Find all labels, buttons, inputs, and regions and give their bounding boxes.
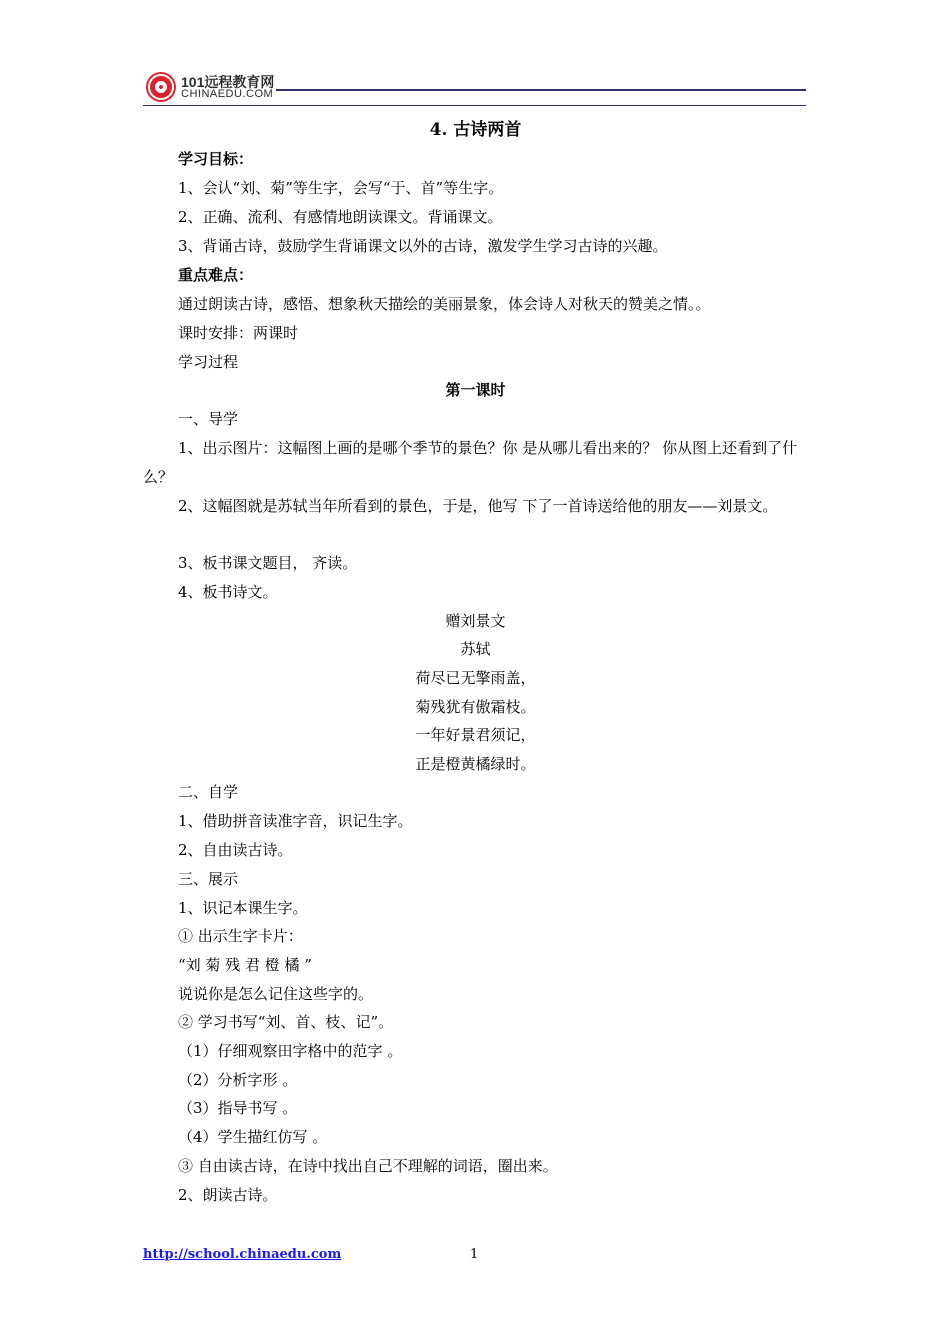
- list-item: 说说你是怎么记住这些字的。: [178, 985, 374, 1003]
- key-text: 通过朗读古诗，感悟、想象秋天描绘的美丽景象，体会诗人对秋天的赞美之情。。: [178, 295, 711, 313]
- goal-item: 2、正确、流利、有感情地朗读课文。背诵课文。: [178, 208, 503, 226]
- page-number: 1: [470, 1247, 479, 1262]
- section-heading: 二、自学: [178, 783, 239, 801]
- list-item: （2）分析字形 。: [178, 1071, 298, 1089]
- page-header: [143, 68, 806, 108]
- list-item: ② 学习书写“刘、首、枝、记”。: [178, 1013, 394, 1031]
- poem-title: 赠刘景文: [445, 612, 506, 630]
- logo-circle-icon: [146, 72, 176, 102]
- poem-line: 菊残犹有傲霜枝。: [415, 698, 536, 716]
- paragraph: 1、出示图片：这幅图上画的是哪个季节的景色？你 是从哪儿看出来的？ 你从图上还看到了什么？: [143, 439, 798, 486]
- list-item: 2、自由读古诗。: [178, 841, 293, 859]
- list-item: 1、识记本课生字。: [178, 899, 308, 917]
- paragraph: 2、这幅图就是苏轼当年所看到的景色，于是，他写 下了一首诗送给他的朋友——刘景文。: [178, 497, 778, 515]
- doc-title: 4. 古诗两首: [429, 120, 522, 140]
- schedule-text: 课时安排：两课时: [178, 324, 299, 342]
- header-rule-top: [276, 89, 806, 91]
- header-rule-bottom: [143, 105, 806, 106]
- logo-bottom-text: CHINAEDU.COM: [181, 88, 274, 100]
- list-item: 2、朗读古诗。: [178, 1186, 278, 1204]
- poem-line: 正是橙黄橘绿时。: [415, 755, 536, 773]
- list-item: （4）学生描红仿写 。: [178, 1128, 328, 1146]
- footer-link[interactable]: http://school.chinaedu.com: [143, 1247, 342, 1262]
- poem-line: 荷尽已无擎雨盖，: [415, 669, 536, 687]
- process-text: 学习过程: [178, 353, 239, 371]
- section-heading: 三、展示: [178, 870, 239, 888]
- char-card-list: “刘 菊 残 君 橙 橘 ”: [178, 956, 312, 974]
- list-item: （3）指导书写 。: [178, 1099, 298, 1117]
- key-heading: 重点难点：: [178, 266, 254, 284]
- poem-line: 一年好景君须记，: [415, 726, 536, 744]
- chinaedu-logo: [143, 68, 283, 104]
- goal-item: 1、会认“刘、菊”等生字，会写“于、首”等生字。: [178, 179, 504, 197]
- list-item: ① 出示生字卡片：: [178, 927, 303, 945]
- list-item: 4、板书诗文。: [178, 583, 278, 601]
- goal-item: 3、背诵古诗，鼓励学生背诵课文以外的古诗，激发学生学习古诗的兴趣。: [178, 237, 668, 255]
- section-heading: 一、导学: [178, 410, 239, 428]
- poem-author: 苏轼: [460, 640, 491, 658]
- goals-heading: 学习目标：: [178, 150, 254, 168]
- list-item: 3、板书课文题目， 齐读。: [178, 554, 358, 572]
- logo-top-text: 101远程教育网: [181, 74, 275, 90]
- list-item: 1、借助拼音读准字音，识记生字。: [178, 812, 413, 830]
- list-item: ③ 自由读古诗，在诗中找出自己不理解的词语，圈出来。: [178, 1157, 558, 1175]
- lesson-heading: 第一课时: [445, 381, 506, 399]
- list-item: （1）仔细观察田字格中的范字 。: [178, 1042, 403, 1060]
